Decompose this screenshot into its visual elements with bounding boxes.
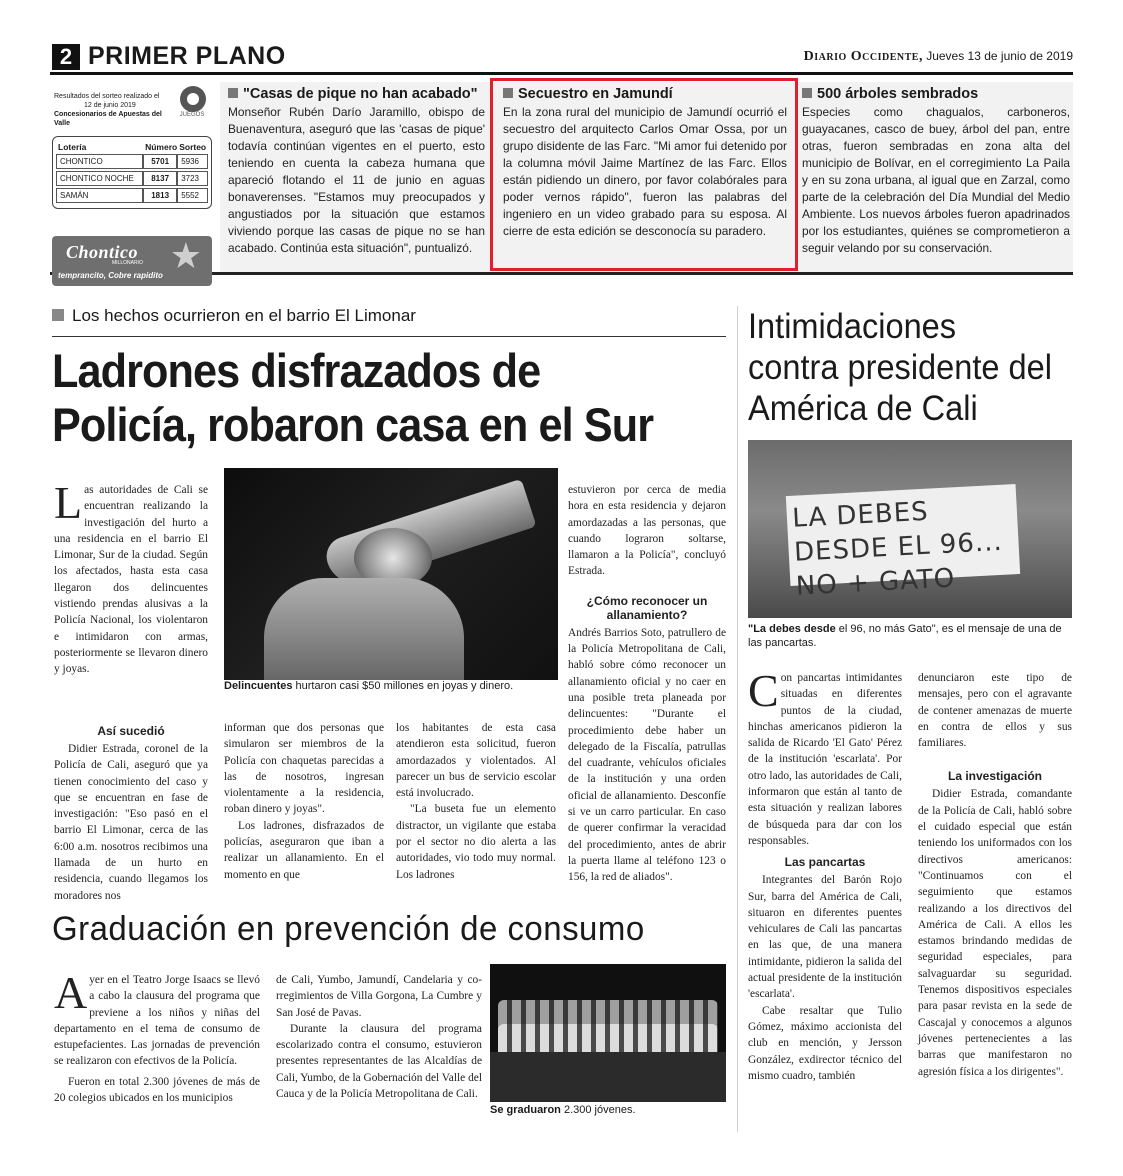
lottery-meta-date: 12 de junio 2019: [84, 102, 136, 109]
main-column-1b: [54, 718, 208, 904]
brief-text: Especies como chagualos, carboneros, guayacanes, casco de buey, árbol del pan, entre otras, fueron sembradas en zona alta del municipio de Bolívar, en el corregimiento La Paila y en su zona urbana, al igual que en Zarzal, como parte de la celebración del Día Mundial del Medio Ambiente. Los nuevos árboles fueron apadrinados por los estudiantes, quiénes se comprometieron a seguir velando por su conservación.: [802, 105, 1070, 255]
paragraph: de Cali, Yumbo, Jamundí, Candelaria y co-rregimientos de Villa Gorgona, La Cumbre y San José de Pavas.: [276, 974, 482, 1019]
caption-text: el 96, no más Gato", es el mensaje de una de las pancartas.: [748, 623, 1062, 649]
brief-title: 500 árboles sembrados: [817, 86, 979, 102]
square-bullet-icon: [228, 88, 238, 98]
bottom-headline: Graduación en prevención de consumo: [52, 910, 645, 948]
column-divider: [737, 306, 738, 1132]
kicker: [52, 306, 416, 326]
lottery-row: [56, 188, 208, 203]
caption-text: hurtaron casi $50 millones en joyas y dinero.: [292, 680, 514, 692]
kicker-rule: [52, 336, 726, 337]
lottery-row: [56, 154, 208, 169]
brief-text: En la zona rural del municipio de Jamundí ocurrió el secuestro del arquitecto Carlos Omar Ossa, por un grupo disidente de las Farc. "Mi amor fui detenido por la columna móvil Jaime Martínez de las Farc. Ellos están pidiendo un dinero, por favor colabórales para poder vernos rápido", fueron las palabras del ingeniero en un video grabado para su esposa. Al cierre de esta edición se desconocía su paradero.: [503, 105, 787, 238]
photo-caption: [748, 622, 1072, 650]
main-column-4: [568, 482, 726, 886]
photo-caption: [490, 1104, 726, 1116]
caption-bold: "La debes desde: [748, 623, 836, 635]
caption-bold: Se graduaron: [490, 1104, 561, 1116]
caption-text: 2.300 jóvenes.: [560, 1104, 636, 1116]
lead-paragraph: yer en el Teatro Jorge Isaacs se llevó a cabo la clausura del programa que previene a los niños y niñas del departamento en el tema de consumo de estupefacientes. Las jornadas de prevención se realizaron con efectivos de la Policía.: [54, 974, 260, 1068]
lottery-meta-line: Resultados del sorteo realizado el: [54, 93, 160, 100]
brief-text: Monseñor Rubén Darío Jaramillo, obispo de Buenaventura, aseguró que las 'casas de pique' todavía continúan vigentes en el puerto, esto teniendo en cuenta la cabeza humana que apareció flotando el 11 de junio en aguas bonaverenses. "Estamos muy preocupados y angustiados por la situación que estamos viviendo porque las casas de pique no se han acabado. Continúa esta situación", puntualizó.: [228, 105, 485, 255]
paragraph: Andrés Barrios Soto, patrullero de la Policía Metropolitana de Cali, habló sobre cómo reconocer un allanamiento oficial y no caer en una posible treta planeada por delincuentes: "Durante el procedimiento debe haber un delegado de la Fiscalía, patrullas del cuadrante, vehículos oficiales de la institución y una orden oficial de allanamiento. Desconfíe si ve un carro particular. En caso de querer confirmar la veracidad del procedimiento, antes de abrir la puerta llame al teléfono 123 o 156, la red de aliados".: [568, 626, 726, 884]
caption-bold: Delincuentes: [224, 680, 293, 692]
dropcap: C: [748, 665, 779, 716]
header-rule: [50, 72, 1073, 75]
lottery-name: CHONTICO: [56, 154, 143, 169]
lottery-draw: 5552: [177, 188, 208, 203]
banner-text: LA DEBES DESDE EL 96... NO + GATO: [791, 496, 1004, 602]
paper-name: Diario Occidente,: [803, 49, 923, 64]
main-column-1: [54, 477, 208, 678]
bottom-column-1: [54, 967, 260, 1106]
paragraph: los habitantes de esta casa atendieron esta solicitud, fueron amordazados y violentados. Al parecer un bus de servicio escolar está involucrado.: [396, 722, 556, 800]
photo-graduation: [490, 964, 726, 1102]
paragraph: Integrantes del Barón Rojo Sur, barra del América de Cali, situaron en diferentes puentes vehiculares de Cali las pancartas en las que, de una manera intimidante, pidieron la salida del actual presidente de la institución 'escarlata'.: [748, 874, 902, 1001]
side-column-1: [748, 665, 902, 1084]
subhead: ¿Cómo reconocer un allanamiento?: [586, 593, 708, 622]
kicker-text: Los hechos ocurrieron en el barrio El Limonar: [72, 306, 416, 325]
chontico-sub: MILLONARIO: [112, 260, 143, 266]
subhead: La investigación: [947, 769, 1043, 784]
paragraph: Didier Estrada, comandante de la Policía de Cali, habló sobre el cuidado especial que están teniendo los uniformados con los directivos americanos: "Continuamos con el seguimiento que estamos realizando a los directivos del América de Cali. A ellos les estamos brindando medidas de seguridad especiales, para salvaguardar su seguridad. Tenemos dispositivos especiales para pasar revista en la sede de Cascajal y conocemos a algunos jóvenes pertenecientes a las barras que manifestaron no agresión física a los dirigentes".: [918, 788, 1072, 1078]
lead-paragraph: on pancartas intimidantes situadas en diferentes puntos de la ciudad, hinchas americanos pidieron la salida de Ricardo 'El Gato' Pérez de la institución 'escarlata'. Por otro lado, las autoridades de Cali, informaron que están al tanto de esta situación y realizan labores de búsqueda para dar con los responsables.: [748, 672, 902, 847]
paragraph: Fueron en total 2.300 jóvenes de más de 20 colegios ubicados en los municipios: [54, 1075, 260, 1105]
highlight-box: [490, 78, 798, 271]
square-bullet-icon: [802, 88, 812, 98]
lottery-meta-concessionaire: Concesionarios de Apuestas del Valle: [54, 111, 162, 127]
brief-title: "Casas de pique no han acabado": [243, 86, 478, 102]
lottery-number: 8137: [143, 171, 177, 186]
photo-revolver: [224, 468, 558, 680]
page-number: 2: [52, 44, 80, 70]
paragraph: informan que dos personas que simularon ser miembros de la Policía con chaquetas parecidas a las de nosotros, ingresan violentamente a la residencia, roban dinero y joyas".: [224, 722, 384, 816]
lottery-number: 5701: [143, 154, 177, 169]
lottery-header-number: Número: [145, 142, 178, 152]
lottery-logo-label: JUEGOS: [179, 112, 205, 118]
paragraph: Durante la clausura del programa escolarizado contra el consumo, estuvieron presentes representantes de las Alcaldías de Cali, Yumbo, de la Gobernación del Valle del Cauca y de la Policía Metropolitana de Cali.: [276, 1022, 482, 1101]
paragraph: denunciaron este tipo de mensajes, pero con el agravante de contener amenazas de muerte en contra de ellos y sus familiares.: [918, 672, 1072, 750]
brief-arboles: [802, 86, 1070, 257]
star-icon: ★: [169, 236, 202, 276]
lottery-header-draw: Sorteo: [179, 142, 207, 152]
masthead: [804, 48, 1073, 65]
chontico-ad: [52, 236, 212, 286]
paragraph: Cabe resaltar que Tulio Gómez, máximo accionista del club en mención, y Jersson González, exdirector técnico del mismo cuadro, también: [748, 1004, 902, 1082]
chontico-slogan: temprancito, Cobre rapidito: [58, 271, 163, 280]
square-bullet-icon: [52, 309, 64, 321]
paragraph: Los ladrones, disfrazados de policías, aseguraron que iban a realizar un allanamiento. En el momento en que: [224, 819, 384, 881]
lottery-draw: 3723: [177, 171, 208, 186]
lottery-name: SAMÁN: [56, 188, 143, 203]
side-column-2: [918, 670, 1072, 1080]
side-headline: Intimidaciones contra presidente del América de Cali: [748, 307, 1053, 428]
photo-banner: [748, 440, 1072, 618]
section-title: PRIMER PLANO: [88, 42, 286, 70]
paragraph: estuvieron por cerca de media hora en esta residencia y dejaron amordazadas a las personas, que cuando lograron soltarse, llamaron a la Policía", concluyó Estrada.: [568, 484, 726, 578]
subhead: Las pancartas: [784, 855, 866, 870]
paragraph: "La buseta fue un elemento distractor, un vigilante que estaba por el sector no dio alerta a las autoridades, vio todo muy normal. Los ladrones: [396, 803, 556, 881]
brief-casas-de-pique: [228, 86, 485, 257]
lottery-draw: 5936: [177, 154, 208, 169]
lottery-number: 1813: [143, 188, 177, 203]
lottery-name: CHONTICO NOCHE: [56, 171, 143, 186]
main-column-3: [396, 720, 556, 883]
bottom-column-2: [276, 972, 482, 1102]
lead-paragraph: as autoridades de Cali se encuentran realizando la investigación del hurto a una residencia en el barrio El Limonar, Sur de la ciudad. Según los afectados, hasta esta casa llegaron dos delincuentes vistiendo prendas alusivas a la Policía Nacional, los violentaron e intimidaron con armas, posteriormente se llevaron dinero y joyas.: [54, 484, 208, 676]
paragraph: Didier Estrada, coronel de la Policía de Cali, aseguró que ya tienen conocimiento del caso y que se encuentran en fase de investigación: "Eso pasó en el barrio El Limonar, cerca de las 6:00 a.m. nosotros recibimos una llamada de un hurto en residencia, cuando llegamos los moradores nos: [54, 743, 208, 902]
lottery-header-name: Lotería: [58, 142, 87, 152]
subhead: Así sucedió: [97, 724, 165, 738]
main-headline: Ladrones disfrazados de Policía, robaron casa en el Sur: [52, 344, 654, 451]
photo-caption: [224, 680, 558, 692]
issue-date: Jueves 13 de junio de 2019: [926, 49, 1073, 63]
lottery-logo-icon: [172, 86, 212, 122]
dropcap: L: [54, 477, 83, 528]
brief-title: Secuestro en Jamundí: [518, 86, 673, 102]
main-column-2: [224, 720, 384, 883]
lottery-table: [52, 136, 212, 209]
lottery-row: [56, 171, 208, 186]
dropcap: A: [54, 967, 88, 1018]
chontico-brand: Chontico: [66, 242, 139, 262]
